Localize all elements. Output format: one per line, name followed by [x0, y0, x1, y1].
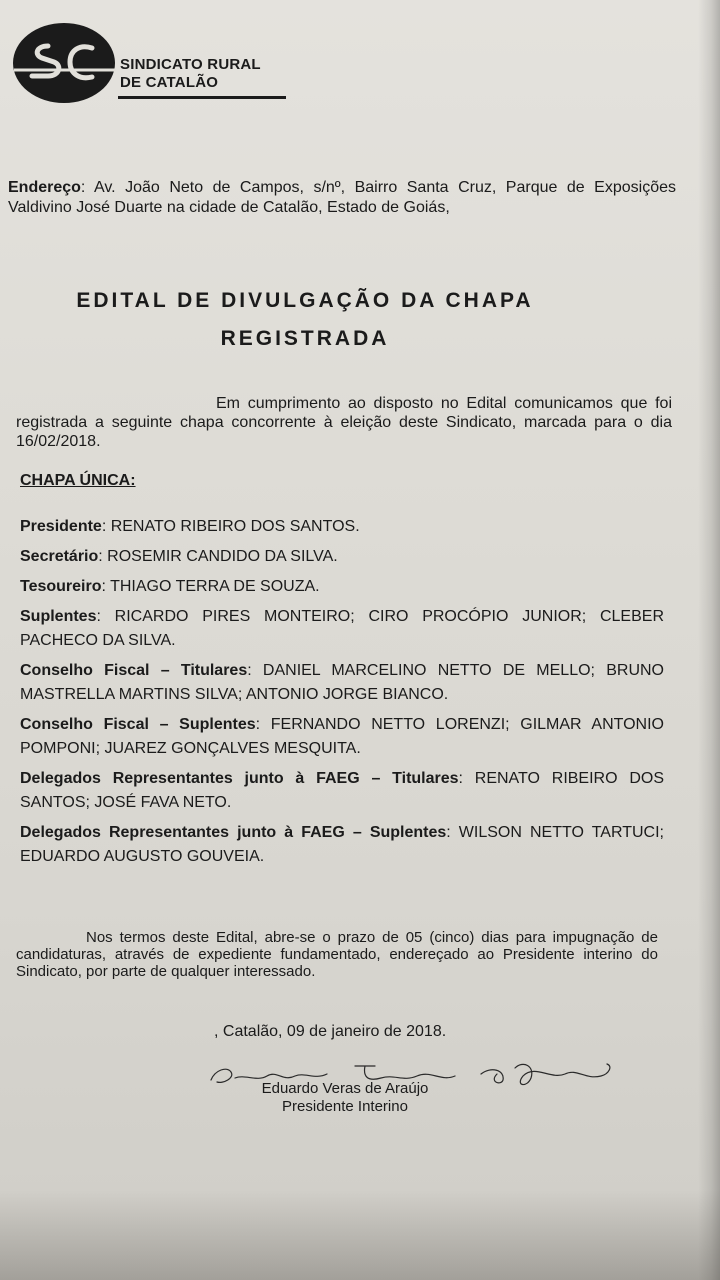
org-name-line1: SINDICATO RURAL	[120, 56, 261, 73]
member-entry	[20, 659, 664, 707]
member-names: : DANIEL MARCELINO NETTO DE MELLO; BRUNO MASTRELLA MARTINS SILVA; ANTONIO JORGE BIANCO.	[20, 662, 664, 703]
member-entry	[20, 713, 664, 761]
member-role: Conselho Fiscal – Titulares	[20, 662, 248, 679]
closing-paragraph: Nos termos deste Edital, abre-se o prazo de 05 (cinco) dias para impugnação de candidaturas, através de expediente fundamentado, endereçado ao Presidente interino do Sindicato, por parte de qualquer interessado.	[16, 929, 658, 980]
member-entry	[20, 767, 664, 815]
address-text: : Av. João Neto de Campos, s/nº, Bairro Santa Cruz, Parque de Exposições Valdivino José Duarte na cidade de Catalão, Estado de Goiás,	[8, 179, 676, 216]
member-names: : ROSEMIR CANDIDO DA SILVA.	[98, 548, 338, 565]
members-list	[20, 515, 664, 875]
member-entry	[20, 515, 664, 539]
address-block	[8, 178, 676, 218]
member-role: Presidente	[20, 518, 102, 535]
member-role: Secretário	[20, 548, 99, 565]
signer-name: Eduardo Veras de Araújo	[261, 1080, 429, 1097]
member-role: Suplentes	[20, 608, 97, 625]
date-line: , Catalão, 09 de janeiro de 2018.	[214, 1023, 447, 1040]
sindicato-logo-icon	[12, 22, 117, 104]
member-role: Delegados Representantes junto à FAEG – Suplentes	[20, 824, 447, 841]
chapa-heading: CHAPA ÚNICA:	[20, 472, 136, 489]
intro-paragraph: Em cumprimento ao disposto no Edital comunicamos que foi registrada a seguinte chapa concorrente à eleição deste Sindicato, marcada para o dia 16/02/2018.	[16, 395, 672, 450]
title-line2: REGISTRADA	[220, 327, 390, 350]
member-role: Delegados Representantes junto à FAEG – Titulares	[20, 770, 459, 787]
member-entry	[20, 575, 664, 599]
member-entry	[20, 605, 664, 653]
paper-edge-shadow	[698, 0, 720, 1280]
member-names: : THIAGO TERRA DE SOUZA.	[101, 578, 320, 595]
member-names: : RENATO RIBEIRO DOS SANTOS; JOSÉ FAVA NETO.	[20, 770, 665, 811]
header-rule	[118, 96, 286, 99]
signer-position: Presidente Interino	[282, 1098, 408, 1115]
bottom-shadow	[0, 1190, 720, 1280]
member-names: : WILSON NETTO TARTUCI; EDUARDO AUGUSTO GOUVEIA.	[20, 824, 665, 865]
address-label: Endereço	[8, 179, 81, 196]
member-role: Tesoureiro	[20, 578, 102, 595]
member-role: Conselho Fiscal – Suplentes	[20, 716, 256, 733]
member-entry	[20, 545, 664, 569]
member-names: : RICARDO PIRES MONTEIRO; CIRO PROCÓPIO JUNIOR; CLEBER PACHECO DA SILVA.	[20, 608, 664, 649]
title-line1: EDITAL DE DIVULGAÇÃO DA CHAPA	[76, 289, 534, 312]
document-title	[0, 282, 610, 358]
member-names: : FERNANDO NETTO LORENZI; GILMAR ANTONIO POMPONI; JUAREZ GONÇALVES MESQUITA.	[20, 716, 664, 757]
member-names: : RENATO RIBEIRO DOS SANTOS.	[101, 518, 360, 535]
signer-block	[240, 1080, 450, 1116]
org-name-line2: DE CATALÃO	[120, 74, 219, 91]
organization-name	[120, 56, 261, 92]
member-entry	[20, 821, 664, 869]
